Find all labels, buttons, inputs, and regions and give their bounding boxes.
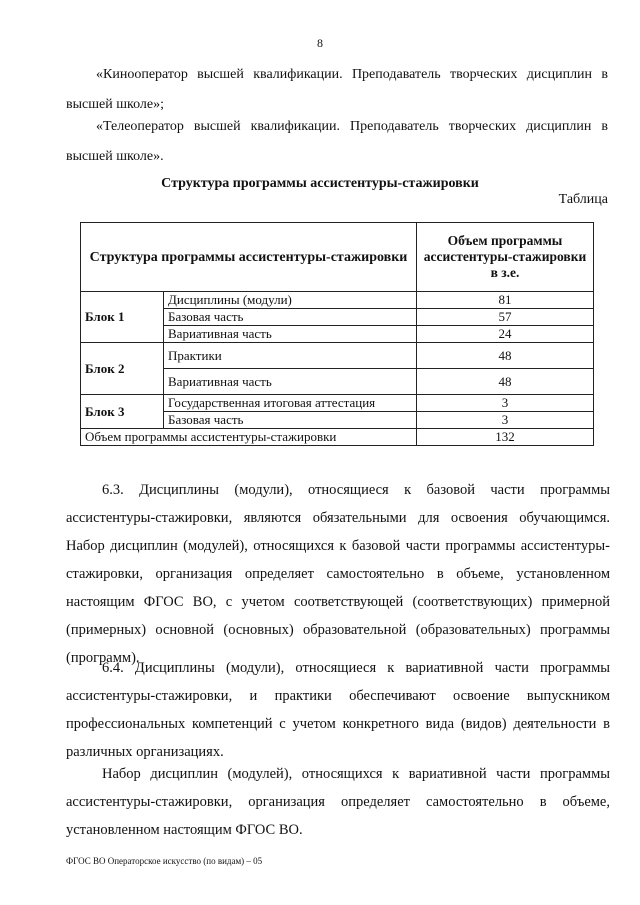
row-value: 57	[417, 309, 594, 326]
total-value: 132	[417, 429, 594, 446]
row-value: 48	[417, 369, 594, 395]
body-paragraph-6-4-text: 6.4. Дисциплины (модули), относящиеся к вариативной части программы ассистентуры-стажировки, и практики обеспечивают освоение выпускником профессиональных компетенций с учетом конкретного вида (видов) деятельности в различных организациях.	[66, 660, 610, 760]
body-paragraph-6-3-text: 6.3. Дисциплины (модули), относящиеся к базовой части программы ассистентуры-стажировки, являются обязательными для освоения обучающимся. Набор дисциплин (модулей), относящихся к базовой части программы ассистентуры-стажировки, организация определяет самостоятельно в объеме, установленном настоящим ФГОС ВО, с учетом соответствующей (соответствующих) примерной (примерных) основной (основных) образовательной (образовательных) программы (программ).	[66, 482, 610, 666]
table-total-row	[81, 429, 594, 446]
row-name: Базовая часть	[164, 412, 417, 429]
row-value: 81	[417, 292, 594, 309]
body-paragraph-6-4	[66, 654, 610, 766]
header-structure: Структура программы ассистентуры-стажировки	[81, 223, 417, 292]
row-name: Практики	[164, 343, 417, 369]
block-3-label: Блок 3	[81, 395, 164, 429]
program-structure-table	[80, 222, 594, 446]
intro-paragraph-1-text: «Кинооператор высшей квалификации. Преподаватель творческих дисциплин в высшей школе»;	[66, 67, 608, 112]
total-label: Объем программы ассистентуры-стажировки	[81, 429, 417, 446]
row-name: Вариативная часть	[164, 326, 417, 343]
row-value: 3	[417, 412, 594, 429]
table-title: Структура программы ассистентуры-стажировки	[161, 176, 479, 191]
block-2-label: Блок 2	[81, 343, 164, 395]
header-volume: Объем программы ассистентуры-стажировки в з.е.	[417, 223, 594, 292]
row-name: Дисциплины (модули)	[164, 292, 417, 309]
intro-paragraph-1	[66, 60, 608, 120]
page-number: 8	[317, 36, 323, 50]
row-name: Вариативная часть	[164, 369, 417, 395]
table-row	[81, 292, 594, 309]
body-paragraph-variable-set	[66, 760, 610, 844]
intro-paragraph-2-text: «Телеоператор высшей квалификации. Преподаватель творческих дисциплин в высшей школе».	[66, 119, 608, 164]
row-name: Базовая часть	[164, 309, 417, 326]
row-value: 48	[417, 343, 594, 369]
footer: ФГОС ВО Операторское искусство (по видам) – 05	[66, 856, 263, 866]
table-row	[81, 395, 594, 412]
row-name: Государственная итоговая аттестация	[164, 395, 417, 412]
table-label: Таблица	[558, 192, 608, 207]
body-paragraph-6-3	[66, 476, 610, 672]
row-value: 24	[417, 326, 594, 343]
block-1-label: Блок 1	[81, 292, 164, 343]
table-header-row	[81, 223, 594, 292]
body-paragraph-variable-set-text: Набор дисциплин (модулей), относящихся к вариативной части программы ассистентуры-стажировки, организация определяет самостоятельно в объеме, установленном настоящим ФГОС ВО.	[66, 766, 610, 838]
intro-paragraph-2	[66, 112, 608, 172]
table-row	[81, 343, 594, 369]
row-value: 3	[417, 395, 594, 412]
